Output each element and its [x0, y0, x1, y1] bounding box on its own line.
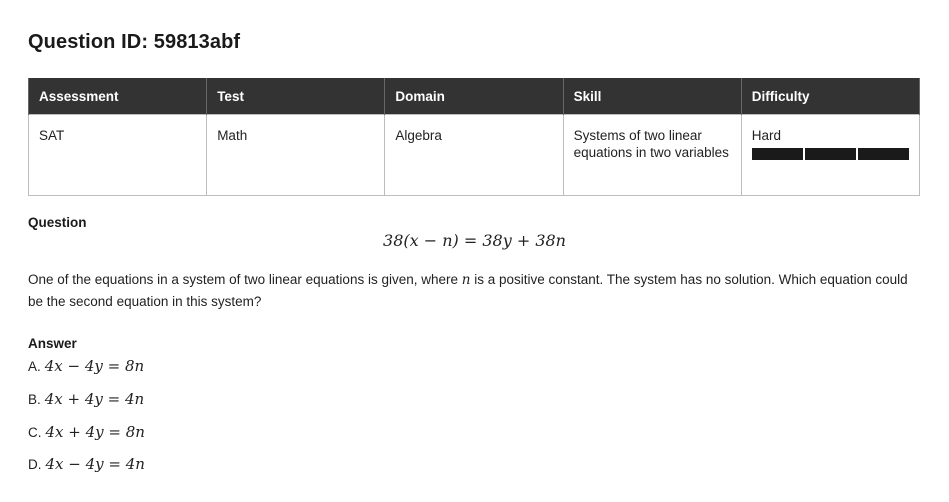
- choice-expression: 4x + 4y = 4n: [44, 390, 145, 408]
- cell-skill: Systems of two linear equations in two variables: [563, 115, 741, 196]
- difficulty-meter: [752, 148, 909, 160]
- choice-letter: C.: [28, 425, 42, 440]
- header-test: Test: [207, 78, 385, 115]
- header-assessment: Assessment: [29, 78, 207, 115]
- question-text-part-2: is a positive constant. The system has no solution. Which equation could be the second equation in this system?: [28, 272, 908, 309]
- page-title: Question ID: 59813abf: [28, 31, 241, 53]
- choice-letter: D.: [28, 457, 42, 472]
- header-difficulty: Difficulty: [741, 78, 919, 115]
- cell-assessment: SAT: [29, 115, 207, 196]
- answer-choice-c: [28, 423, 145, 441]
- difficulty-bar: [752, 148, 803, 160]
- given-equation: 38(x − n) = 38y + 38n: [383, 231, 566, 250]
- difficulty-bar: [805, 148, 856, 160]
- question-text-part-1: One of the equations in a system of two linear equations is given, where: [28, 272, 462, 287]
- header-domain: Domain: [385, 78, 563, 115]
- question-variable: n: [461, 272, 471, 288]
- table-header-row: [29, 78, 920, 115]
- cell-domain: Algebra: [385, 115, 563, 196]
- cell-difficulty: [741, 115, 919, 196]
- table-row: [29, 115, 920, 196]
- answer-choice-a: [28, 357, 144, 375]
- difficulty-label: Hard: [751, 128, 782, 143]
- header-skill: Skill: [563, 78, 741, 115]
- answer-choice-b: [28, 390, 144, 408]
- choice-letter: B.: [28, 392, 41, 407]
- choice-expression: 4x + 4y = 8n: [45, 423, 145, 441]
- question-text: [28, 269, 918, 313]
- difficulty-bar: [858, 148, 909, 160]
- cell-test: Math: [207, 115, 385, 196]
- question-metadata-table: [28, 78, 920, 196]
- choice-expression: 4x − 4y = 4n: [45, 455, 145, 473]
- choice-letter: A.: [28, 359, 41, 374]
- question-label: Question: [28, 215, 87, 230]
- choice-expression: 4x − 4y = 8n: [44, 357, 145, 375]
- answer-choice-d: [28, 455, 145, 473]
- answer-label: Answer: [28, 336, 77, 351]
